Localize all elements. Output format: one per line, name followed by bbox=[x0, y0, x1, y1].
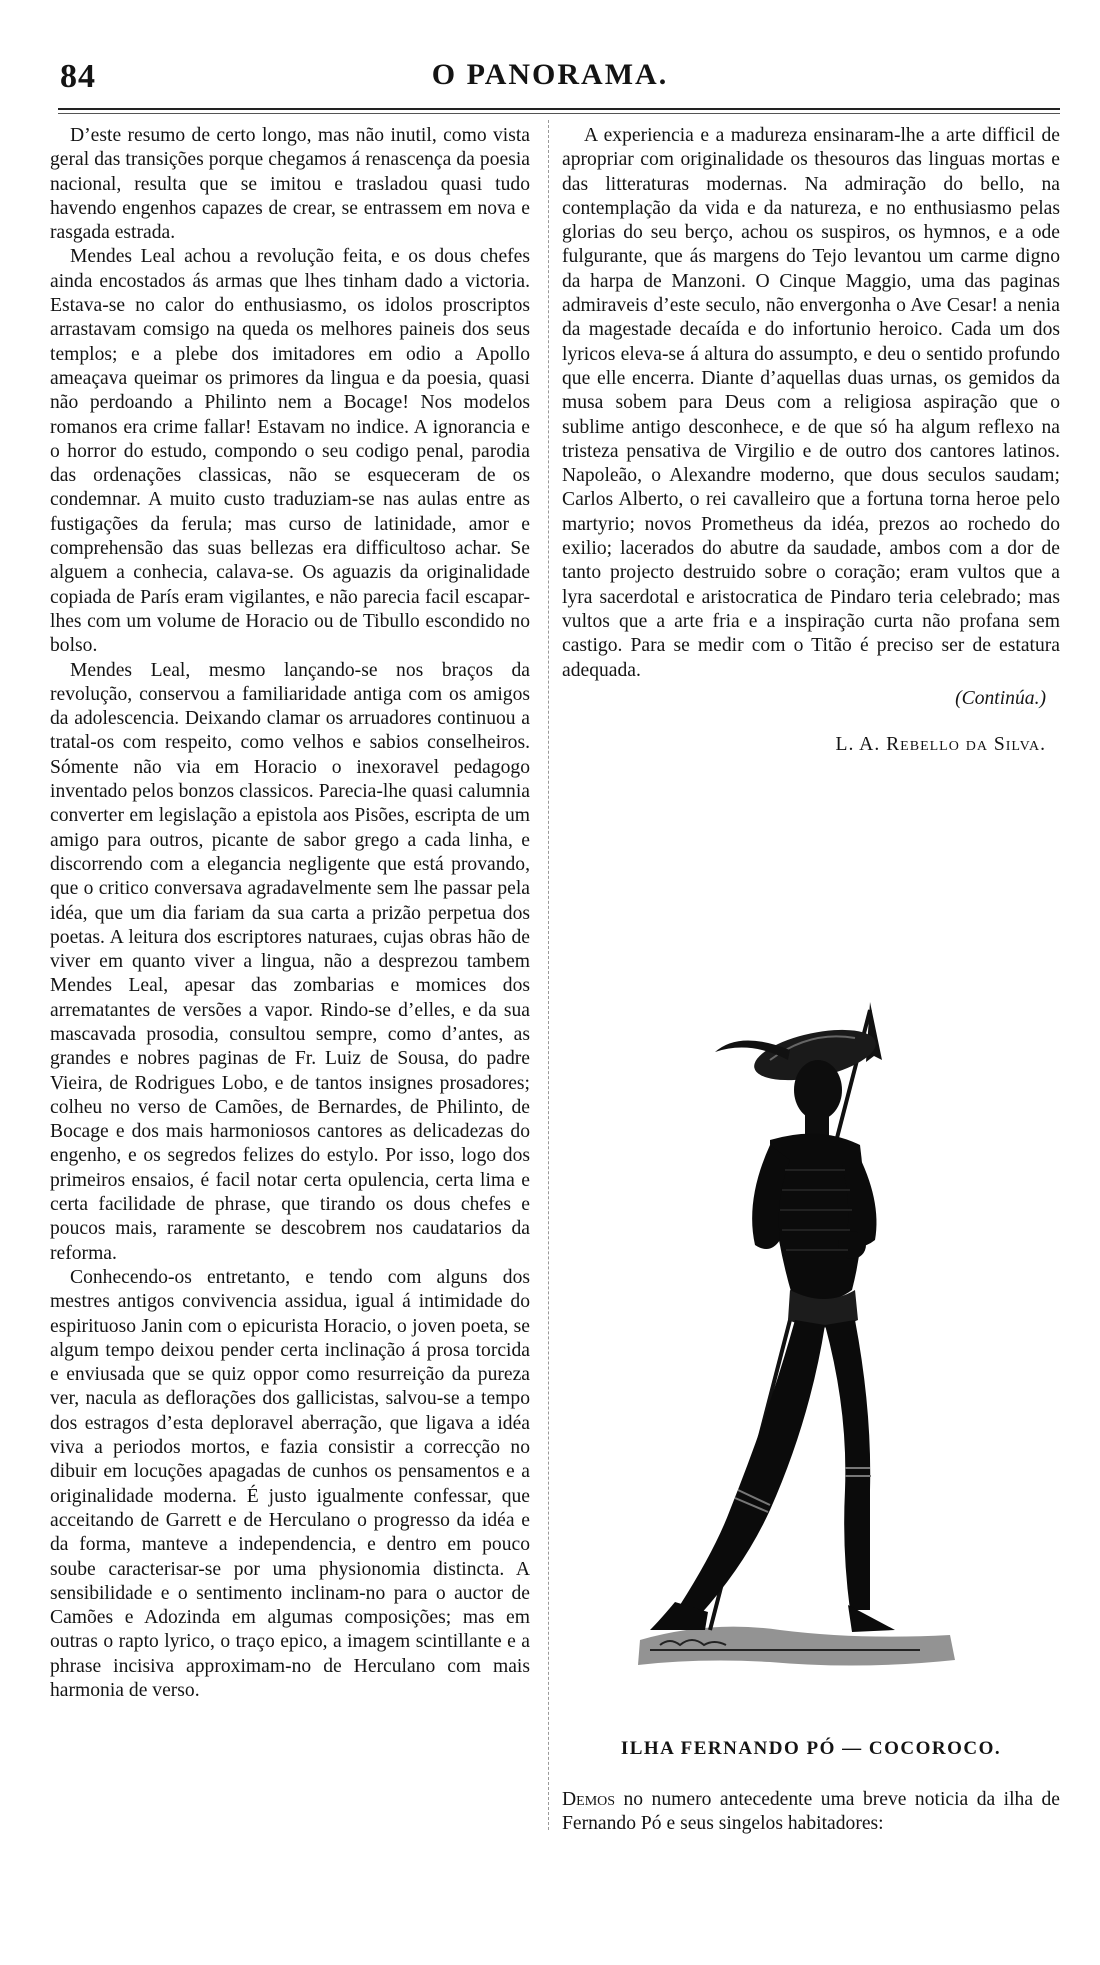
left-column bbox=[50, 124, 530, 1703]
header-rule bbox=[58, 108, 1060, 110]
page-number: 84 bbox=[60, 58, 96, 95]
notice-paragraph bbox=[562, 1788, 1060, 1837]
paragraph: Conhecendo-os entretanto, e tendo com alguns dos mestres antigos convivencia assidua, igual á intimidade do espirituoso Janin com o epicurista Horacio, o joven poeta, se algum tempo deixou pender certa inclinação á prosa torcida e enviusada que se quiz oppor como resurreição da pureza ver, nacula as deflorações dos gallicistas, salvou-se a tempo dos estragos d’esta deploravel aberração, que ligava a idéa viva a periodos mortos, e fazia consistir a correcção no dibuir em locuções apagadas de cunhos os pensamentos e a originalidade moderna. É justo igualmente confessar, que acceitando de Garrett e de Herculano o progresso da idéa e da forma, manteve a independencia, e dentro em pouco soube caracterisar-se por uma physionomia distincta. A sensibilidade e o sentimento inclinam-no para o auctor de Camões e Adozinda em algumas composições; mas em outras o rapto lyrico, o traço epico, a imagem scintillante e a phrase incisiva approximam-no de Herculano com mais harmonia de verso. bbox=[50, 1266, 530, 1701]
leg-left bbox=[680, 1320, 825, 1615]
head bbox=[794, 1060, 842, 1120]
right-column bbox=[562, 124, 1060, 757]
leg-right bbox=[825, 1320, 870, 1610]
woodcut-illustration bbox=[620, 990, 980, 1710]
paragraph: Mendes Leal achou a revolução feita, e os dous chefes ainda encostados ás armas que lhes tinham dado a victoria. Estava-se no calor do enthusiasmo, os idolos proscriptos arrastavam comsigo na queda os melhores paineis dos seus templos; e a plebe dos imitadores em odio a Apollo ameaçava queimar os primores da lingua e da poesia, quasi não perdoando a Philinto nem a Bocage! Nos modelos romanos era crime fallar! Estavam no indice. A ignorancia e o horror do estudo, compondo o seu codigo penal, parodia das ordenações classicas, não se esqueceram de os condemnar. A muito custo traduziam-se nas aulas entre as fustigações da ferula; mas curso de latinidade, amor e comprehensão das suas bellezas era difficultoso achar. Se alguem a conhecia, calava-se. Os aguazis da originalidade copiada de París eram vigilantes, e não parecia facil escapar-lhes com um volume de Horacio ou de Tibullo escondido no bolso. bbox=[50, 246, 530, 657]
paragraph: A experiencia e a madureza ensinaram-lhe a arte difficil de apropriar com originalidade os thesouros das linguas mortas e das litteraturas modernas. Na admiração do bello, na contemplação da vida e da natureza, e no enthusiasmo pelas glorias do seu berço, achou os suspiros, os hymnos, e a ode fulgurante, que ás margens do Tejo levantou um carme digno da harpa de Manzoni. O Cinque Maggio, uma das paginas admiraveis d’este seculo, não envergonha o Ave Cesar! a nenia da magestade decaída e do infortunio heroico. Cada um dos lyricos eleva-se á altura do assumpto, e deu o sentido profundo que elle encerra. Diante d’aquellas duas urnas, os gemidos da musa sobem para Deus com a religiosa aspiração que o sublime antigo desconhece, e de que só ha algum reflexo na tristeza pensativa de Virgilio e de outro dos cantores latinos. Napoleão, o Alexandre moderno, que dous seculos saudam; Carlos Alberto, o rei cavalleiro que a fortuna torna heroe pelo martyrio; novos Prometheus da idéa, prezos ao rochedo do exilio; lacerados do abutre da saudade, ambos com a dor de tanto projecto destruido sobre o coração; eram vultos que a lyra sacerdotal e aristocratica de Pindaro teria celebrado; mas vultos que a arte fria e a inspiração curta não profana sem castigo. Para se medir com o Titão é preciso ser de estatura adequada. bbox=[562, 125, 1060, 681]
column-divider bbox=[548, 120, 549, 1830]
illustration-caption: ILHA FERNANDO PÓ — COCOROCO. bbox=[620, 1738, 1002, 1759]
header-rule-thin bbox=[58, 113, 1060, 114]
publication-title: O PANORAMA. bbox=[431, 58, 669, 91]
paragraph: D’este resumo de certo longo, mas não inutil, como vista geral das transições porque chegamos á renascença da poesia nacional, resulta que se imitou e trasladou quasi tudo havendo engenhos capazes de crear, se entrassem em nova e rasgada estrada. bbox=[50, 125, 530, 244]
continued-note: (Continúa.) bbox=[955, 687, 1046, 709]
notice-text: no numero antecedente uma breve noticia da ilha de Fernando Pó e seus singelos habitadores: bbox=[562, 1789, 1060, 1835]
notice-lead-word: Demos bbox=[562, 1789, 616, 1810]
ground-shading bbox=[638, 1627, 955, 1666]
paragraph: Mendes Leal, mesmo lançando-se nos braços da revolução, conservou a familiaridade antiga com os amigos da adolescencia. Deixando clamar os arruadores continuou a tratal-os com respeito, como velhos e sabios conselheiros. Sómente não via em Horacio o inexoravel pedagogo inventado pelos bonzos classicos. Parecia-lhe quasi calumnia converter em legislação a epistola aos Pisões, escripta de um amigo para outros, picante de sabor grego a cada linha, e discorrendo com a elegancia negligente que está provando, que o critico conversava agradavelmente sem lhe passar pela idéa, que um dia fariam da sua carta a prizão perpetua dos poetas. A leitura dos escriptores naturaes, cujas obras hão de viver em quanto viver a lingua, não a desprezou tambem Mendes Leal, apesar das zombarias e momices dos arrematantes de versões a vapor. Rindo-se d’elles, e da sua mascavada prosodia, consultou sempre, como d’antes, as grandes e nobres paginas de Fr. Luiz de Sousa, do padre Vieira, de Rodrigues Lobo, e de tantos insignes prosadores; colheu no verso de Camões, de Bernardes, de Philinto, de Bocage e dos mais harmoniosos cantores as delicadezas do engenho, e os segredos felizes do estylo. Por isso, logo dos primeiros ensaios, é facil notar certa opulencia, certa lima e certa facilidade de phrase, que tirando os dous chefes e poucos mais, raramente se descobrem nos caudatarios da reforma. bbox=[50, 659, 530, 1264]
author-signature: L. A. Rebello da Silva. bbox=[835, 734, 1046, 756]
